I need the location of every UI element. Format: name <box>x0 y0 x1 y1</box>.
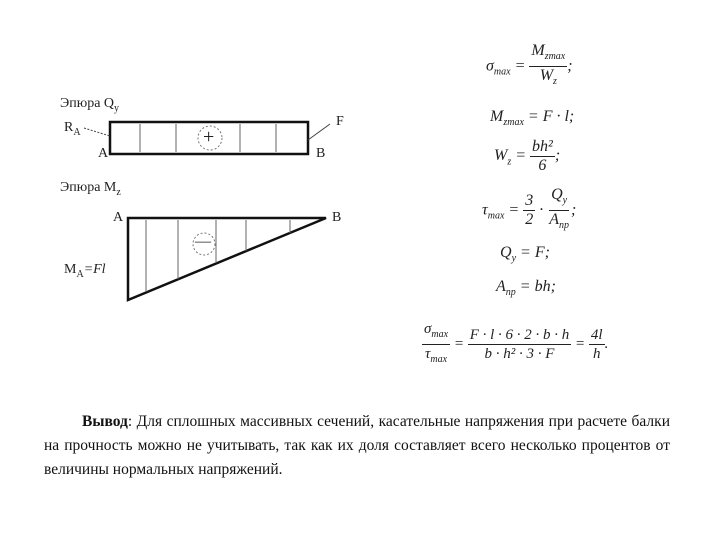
shear-diagram-title: Эпюра $Q_у$ <box>60 96 120 114</box>
formula-qy: $Q_y = F$; <box>500 244 550 265</box>
conclusion-paragraph <box>44 410 670 482</box>
a-label-bottom: A <box>113 210 124 225</box>
ma-label: $M_A=Fl$ <box>64 262 106 280</box>
moment-hatching <box>146 220 290 292</box>
formula-sigma-max: $\sigma_{max}$ = $\frac{M_{zmax}}{W_z}$ ; <box>486 42 573 88</box>
f-label: F <box>336 114 344 129</box>
ra-label: $R_А$ <box>64 120 81 138</box>
a-label-top: A <box>98 146 109 161</box>
conclusion-lead: Вывод <box>82 413 128 430</box>
b-label-bottom: B <box>332 210 342 225</box>
formula-mz-max: $M_{zmax} = F \cdot l$; <box>490 108 575 129</box>
conclusion-text: : Для сплошных массивных сечений, касательные напряжения при расчете балки на прочность можно не учитывать, так как их доля составляет всего несколько процентов от величины нормальных напряжений. <box>44 413 670 478</box>
moment-diagram-title: Эпюра $М_z$ <box>60 180 121 198</box>
formula-ratio: $\frac{\sigma_{max}}{\tau_{max}}$ = $\frac{F \cdot l \cdot 6 \cdot 2 \cdot b \cdot h}{\text{b · h² · 3 · F}}$ = $\frac{4l}{h}$ . <box>424 321 609 365</box>
minus-sign: — <box>195 233 211 250</box>
formula-tau-max: $\tau_{max}$ = $\frac{3}{2}$ · $\frac{Q_y}{A_{пр}}$ ; <box>482 186 577 232</box>
plus-sign: + <box>203 126 215 148</box>
f-leader-line <box>308 124 330 140</box>
b-label-top: B <box>316 146 326 161</box>
formula-anp: $A_{пр}$ = bh; <box>496 278 556 299</box>
formula-wz: $W_z$ = $\frac{\text{bh²}}{6}$ ; <box>494 138 561 174</box>
moment-diagram-triangle <box>128 218 326 300</box>
ra-leader-line <box>84 128 110 136</box>
